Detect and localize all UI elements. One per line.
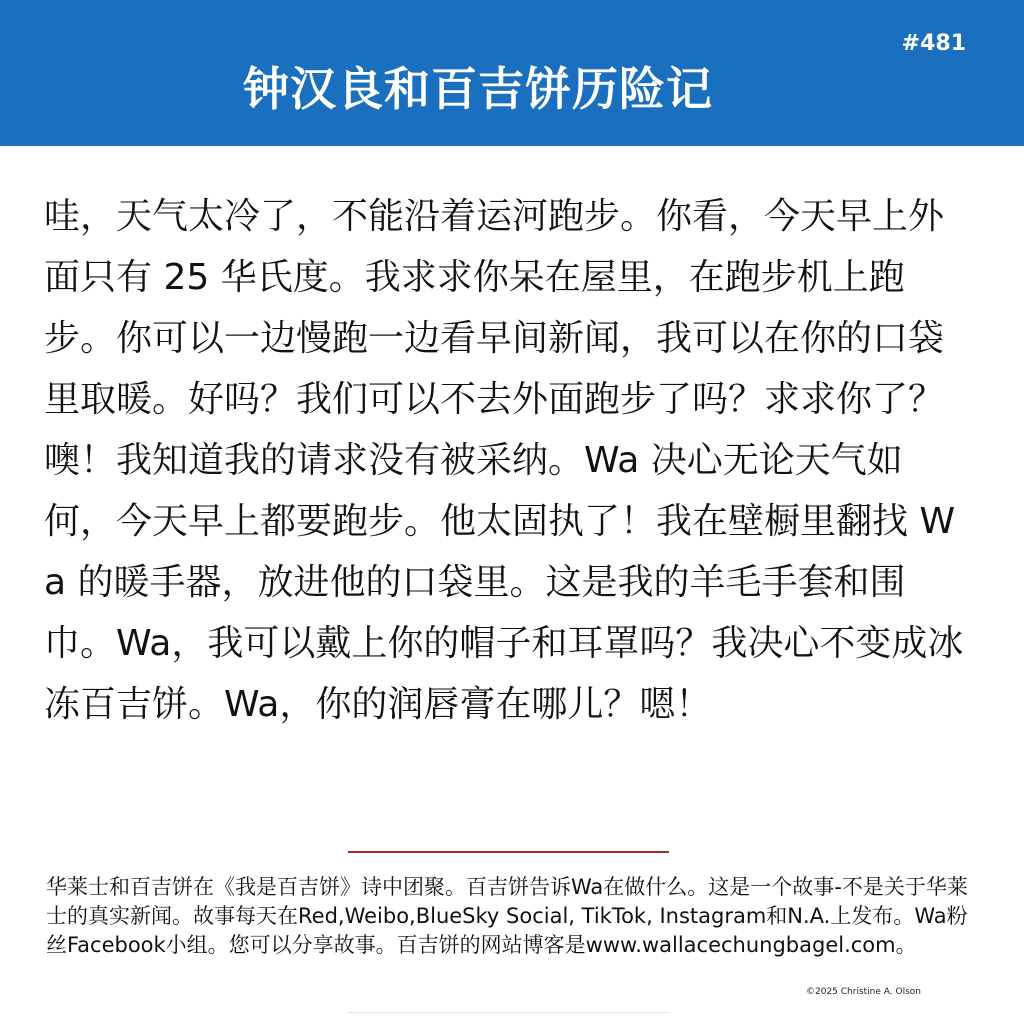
copyright-notice: ©2025 Christine A. Olson [806,987,921,997]
footer-divider [348,851,669,853]
page-title: 钟汉良和百吉饼历险记 [243,62,713,116]
story-text: 哇，天气太冷了，不能沿着运河跑步。你看，今天早上外面只有 25 华氏度。我求求你呆在屋里，在跑步机上跑步。你可以一边慢跑一边看早间新闻，我可以在你的口袋里取暖。好吗？我们可以不去外面跑步了吗？求求你了？噢！我知道我的请求没有被采纳。Wa 决心无论天气如何，今天早上都要跑步。他太固执了！我在壁橱里翻找 Wa 的暖手器，放进他的口袋里。这是我的羊毛手套和围巾。Wa，我可以戴上你的帽子和耳罩吗？我决心不变成冰冻百吉饼。Wa，你的润唇膏在哪儿？嗯！ [44,196,964,725]
episode-number: #481 [901,31,966,56]
footer-note: 华莱士和百吉饼在《我是百吉饼》诗中团聚。百吉饼告诉Wa在做什么。这是一个故事-不是关于华莱士的真实新闻。故事每天在Red,Weibo,BlueSky Social, TikTok, Instagram和N.A.上发布。Wa粉丝Facebook小组。您可以分享故事。百吉饼的网站博客是www.wallacechungbagel.com。 [46,875,968,957]
header-banner [0,0,1024,146]
bottom-divider [348,1012,669,1013]
